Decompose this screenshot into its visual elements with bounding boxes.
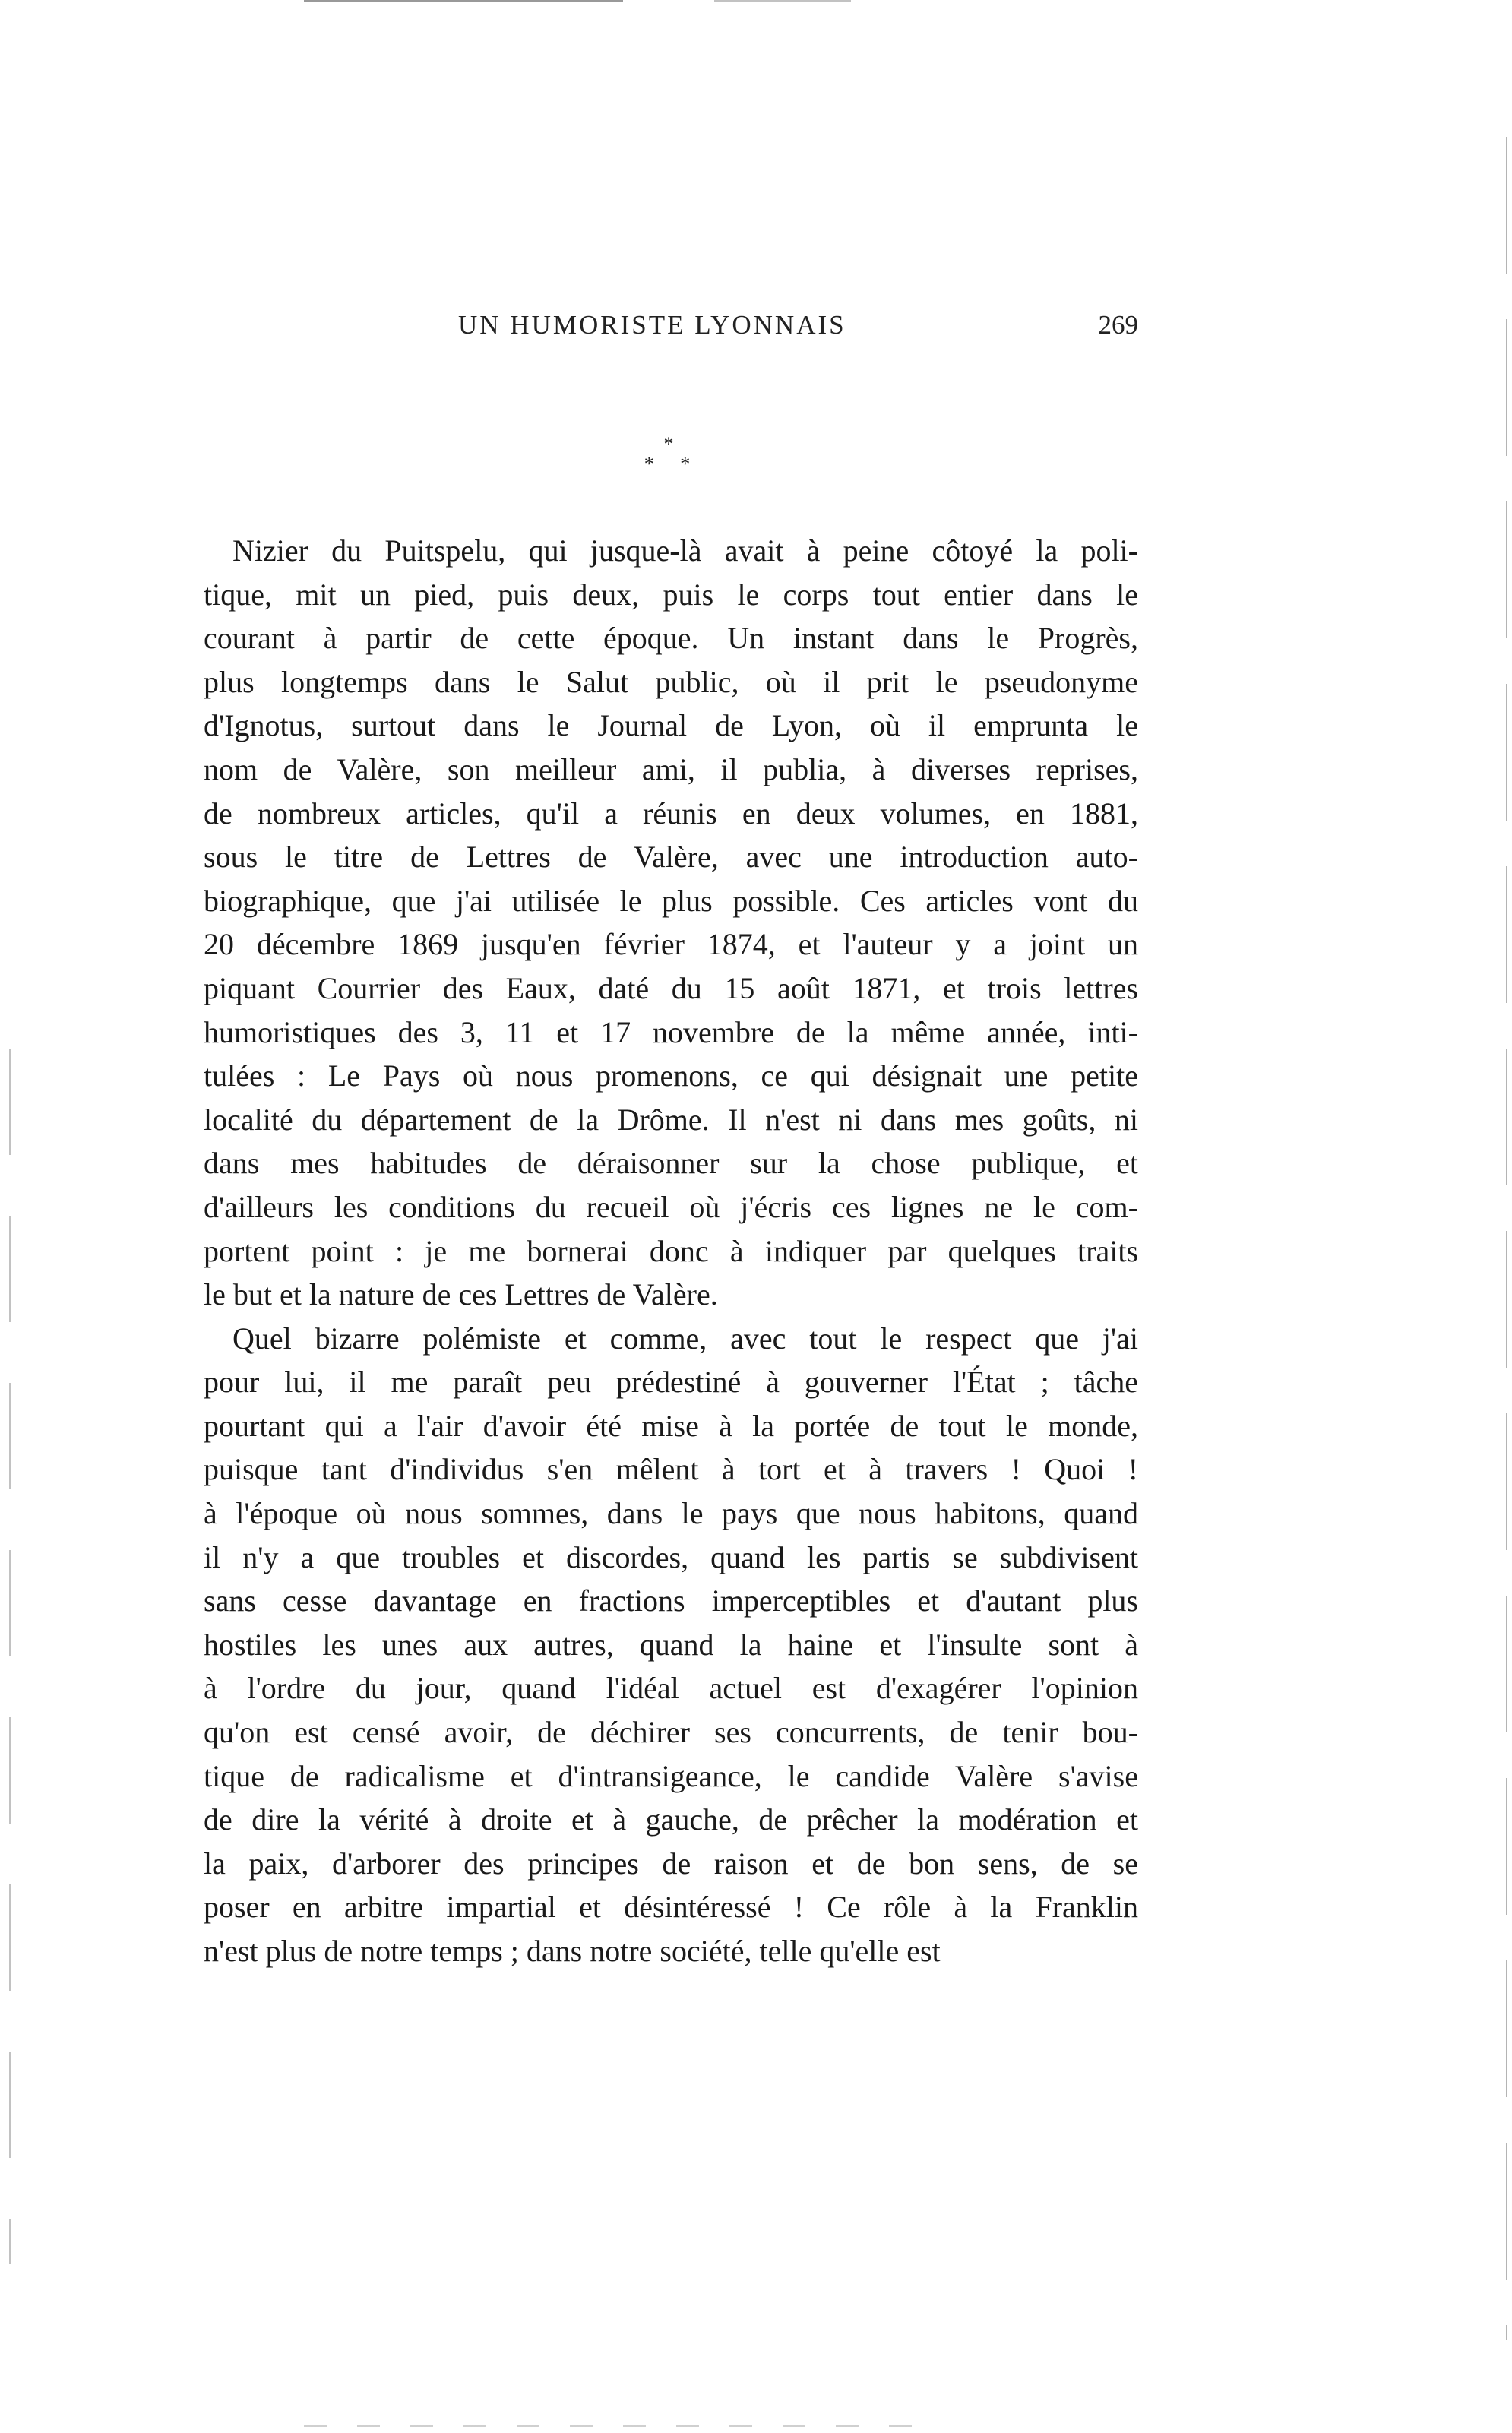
section-asterism [623,435,714,474]
text-line: pourtant qui a l'air d'avoir été mise à la portée de tout le monde, [204,1408,1138,1443]
text-line: sans cesse davantage en fractions imperceptibles et d'autant plus [204,1584,1138,1618]
text-line: à l'ordre du jour, quand l'idéal actuel est d'exagérer l'opinion [204,1671,1138,1706]
text-line: portent point : je me bornerai donc à indiquer par quelques traits [204,1233,1138,1268]
running-header [204,310,1138,348]
text-line: courant à partir de cette époque. Un instant dans le Progrès, [204,621,1138,656]
text-line: d'Ignotus, surtout dans le Journal de Lyon, où il emprunta le [204,708,1138,743]
scan-edge-left [9,1049,11,2264]
text-line: tique, mit un pied, puis deux, puis le corps tout entier dans le [204,577,1138,612]
scan-edge-bottom [304,2425,927,2427]
text-line: poser en arbitre impartial et désintéressé ! Ce rôle à la Franklin [204,1890,1138,1925]
text-line: d'ailleurs les conditions du recueil où j'écris ces lignes ne le com- [204,1189,1138,1224]
text-line: qu'on est censé avoir, de déchirer ses concurrents, de tenir bou- [204,1715,1138,1750]
text-line: n'est plus de notre temps ; dans notre société, telle qu'elle est [204,1934,941,1968]
scan-edge-right [1506,137,1507,2340]
paragraph-2 [204,1317,1138,1973]
scan-edge-top [304,0,1216,2]
text-line: plus longtemps dans le Salut public, où il prit le pseudonyme [204,664,1138,699]
text-line: hostiles les unes aux autres, quand la haine et l'insulte sont à [204,1627,1138,1662]
text-line: il n'y a que troubles et discordes, quand les partis se subdivisent [204,1539,1138,1574]
body-text [204,529,1138,1973]
text-line: puisque tant d'individus s'en mêlent à tort et à travers ! Quoi ! [204,1452,1138,1487]
text-line: localité du département de la Drôme. Il n'est ni dans mes goûts, ni [204,1102,1138,1137]
text-line: Quel bizarre polémiste et comme, avec tout le respect que j'ai [232,1321,1138,1356]
text-line: la paix, d'arborer des principes de raison et de bon sens, de se [204,1846,1138,1881]
page-number: 269 [1098,310,1138,340]
text-line: à l'époque où nous sommes, dans le pays que nous habitons, quand [204,1496,1138,1531]
text-line: le but et la nature de ces Lettres de Valère. [204,1277,718,1312]
text-line: tulées : Le Pays où nous promenons, ce qui désignait une petite [204,1058,1138,1093]
asterism-bottom-stars: * * [644,453,701,475]
text-line: 20 décembre 1869 jusqu'en février 1874, et l'auteur y a joint un [204,927,1138,962]
text-line: piquant Courrier des Eaux, daté du 15 août 1871, et trois lettres [204,970,1138,1005]
asterism-top-star: * [663,433,674,455]
text-line: nom de Valère, son meilleur ami, il publia, à diverses reprises, [204,751,1138,786]
text-line: pour lui, il me paraît peu prédestiné à gouverner l'État ; tâche [204,1365,1138,1400]
text-line: Nizier du Puitspelu, qui jusque-là avait à peine côtoyé la poli- [232,533,1138,568]
text-line: tique de radicalisme et d'intransigeance, le candide Valère s'avise [204,1758,1138,1793]
text-line: de dire la vérité à droite et à gauche, de prêcher la modération et [204,1802,1138,1837]
running-header-title: UN HUMORISTE LYONNAIS [458,310,846,340]
text-line: de nombreux articles, qu'il a réunis en deux volumes, en 1881, [204,796,1138,831]
text-line: humoristiques des 3, 11 et 17 novembre de la même année, inti- [204,1014,1138,1049]
text-line: sous le titre de Lettres de Valère, avec une introduction auto- [204,840,1138,875]
paragraph-1 [204,529,1138,1317]
text-line: dans mes habitudes de déraisonner sur la chose publique, et [204,1146,1138,1181]
text-line: biographique, que j'ai utilisée le plus possible. Ces articles vont du [204,883,1138,918]
